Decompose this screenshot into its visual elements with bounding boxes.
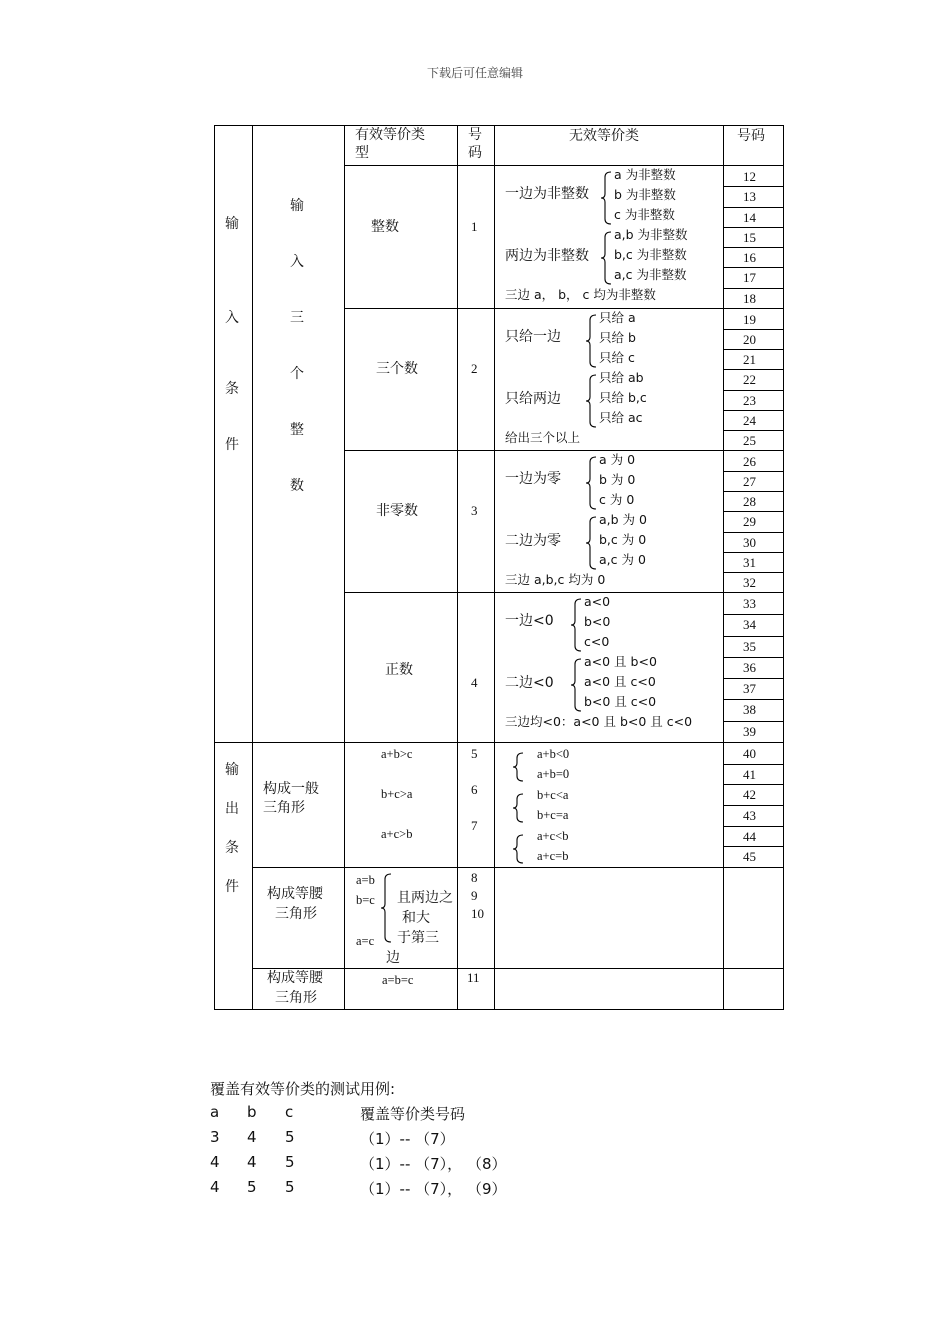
invalid-class-number: 26 bbox=[743, 454, 756, 469]
invalid-class-number: 13 bbox=[743, 189, 756, 204]
input-subject-label: 个 bbox=[290, 366, 304, 382]
number-rule bbox=[723, 186, 784, 187]
output-isosceles-label: 三角形 bbox=[275, 906, 317, 922]
number-rule bbox=[723, 511, 784, 512]
output-condition: b+c>a bbox=[381, 787, 413, 801]
number-rule bbox=[723, 207, 784, 208]
invalid-class-number: 44 bbox=[743, 829, 756, 844]
coverage-cell-b: 4 bbox=[247, 1153, 257, 1171]
invalid-class-number: 27 bbox=[743, 474, 756, 489]
valid-class-number: 3 bbox=[471, 503, 478, 518]
invalid-item: 只给 a bbox=[599, 310, 636, 325]
invalid-item: a,b 为 0 bbox=[599, 512, 647, 527]
invalid-item: 只给 ac bbox=[599, 410, 643, 425]
invalid-group-label: 一边为非整数 bbox=[505, 186, 589, 202]
invalid-class-number: 24 bbox=[743, 413, 756, 428]
invalid-item: c 为非整数 bbox=[614, 207, 675, 222]
table-column-rule bbox=[252, 125, 253, 1010]
number-rule bbox=[723, 614, 784, 615]
invalid-item: a 为非整数 bbox=[614, 167, 676, 182]
invalid-item: a+b<0 bbox=[537, 747, 570, 761]
output-condition: a+c>b bbox=[381, 827, 413, 841]
invalid-class-number: 17 bbox=[743, 270, 756, 285]
header-invalid: 无效等价类 bbox=[569, 128, 639, 144]
section-rule bbox=[252, 867, 784, 868]
invalid-class-number: 30 bbox=[743, 535, 756, 550]
invalid-item: a<0 且 b<0 bbox=[584, 654, 657, 669]
invalid-item-all: 三边 a， b， c 均为非整数 bbox=[505, 287, 656, 302]
table-column-rule bbox=[783, 125, 784, 1010]
output-condition: a=b bbox=[356, 873, 375, 887]
invalid-class-number: 45 bbox=[743, 849, 756, 864]
coverage-cell-c: 5 bbox=[285, 1128, 295, 1146]
table-top-rule bbox=[214, 125, 784, 126]
valid-class-number: 6 bbox=[471, 782, 478, 797]
invalid-item-all: 三边均<0：a<0 且 b<0 且 c<0 bbox=[505, 714, 693, 729]
output-equilateral-label: 三角形 bbox=[275, 990, 317, 1006]
invalid-class-number: 36 bbox=[743, 660, 756, 675]
invalid-item: c<0 bbox=[584, 634, 610, 649]
invalid-item: a+c=b bbox=[537, 849, 569, 863]
header-valid-type: 有效等价类 bbox=[355, 127, 425, 143]
number-rule bbox=[723, 532, 784, 533]
input-subject-label: 三 bbox=[290, 310, 304, 326]
output-isosceles-note: 边 bbox=[386, 950, 400, 966]
number-rule bbox=[723, 636, 784, 637]
coverage-cell-c: 5 bbox=[285, 1153, 295, 1171]
number-rule bbox=[723, 784, 784, 785]
number-rule bbox=[723, 369, 784, 370]
invalid-item: a,c 为 0 bbox=[599, 552, 646, 567]
invalid-item: 只给 b,c bbox=[599, 390, 647, 405]
number-rule bbox=[723, 657, 784, 658]
invalid-class-number: 20 bbox=[743, 332, 756, 347]
invalid-item: b+c=a bbox=[537, 808, 569, 822]
invalid-class-number: 12 bbox=[743, 169, 756, 184]
invalid-item: b,c 为非整数 bbox=[614, 247, 687, 262]
page-header: 下载后可任意编辑 bbox=[426, 66, 523, 80]
coverage-header-b: b bbox=[247, 1103, 257, 1121]
invalid-class-number: 31 bbox=[743, 555, 756, 570]
number-rule bbox=[723, 390, 784, 391]
coverage-cell-classes: （1）-- （7） bbox=[360, 1130, 455, 1148]
table-bottom-rule bbox=[214, 1009, 784, 1010]
valid-class-number: 2 bbox=[471, 361, 478, 376]
group-output-label: 输 bbox=[225, 762, 239, 778]
invalid-item: b 为 0 bbox=[599, 472, 636, 487]
invalid-item: c 为 0 bbox=[599, 492, 635, 507]
brace-icon bbox=[571, 598, 583, 652]
valid-class-number: 8 bbox=[471, 870, 478, 885]
output-isosceles-note: 且两边之 bbox=[397, 890, 453, 906]
output-isosceles-note: 和大 bbox=[402, 910, 430, 926]
input-subject-label: 整 bbox=[290, 422, 304, 438]
valid-class-label: 非零数 bbox=[376, 503, 418, 519]
invalid-class-number: 28 bbox=[743, 494, 756, 509]
invalid-group-label: 只给两边 bbox=[505, 391, 561, 407]
coverage-header-c: c bbox=[285, 1103, 294, 1121]
invalid-item: a<0 bbox=[584, 594, 611, 609]
group-input-label: 件 bbox=[225, 437, 239, 453]
brace-icon bbox=[586, 374, 598, 428]
valid-class-number: 5 bbox=[471, 746, 478, 761]
coverage-header-classes: 覆盖等价类号码 bbox=[360, 1105, 466, 1123]
number-rule bbox=[723, 247, 784, 248]
number-rule bbox=[723, 846, 784, 847]
brace-icon bbox=[601, 231, 613, 285]
number-rule bbox=[723, 267, 784, 268]
valid-class-number: 11 bbox=[467, 970, 480, 985]
brace-icon bbox=[381, 873, 393, 943]
number-rule bbox=[723, 227, 784, 228]
invalid-item: b 为非整数 bbox=[614, 187, 676, 202]
number-rule bbox=[723, 764, 784, 765]
output-equilateral-label: 构成等腰 bbox=[267, 970, 323, 986]
invalid-group-label: 二边为零 bbox=[505, 533, 561, 549]
number-rule bbox=[723, 329, 784, 330]
table-column-rule bbox=[214, 125, 215, 1010]
invalid-class-number: 35 bbox=[743, 639, 756, 654]
number-rule bbox=[723, 471, 784, 472]
number-rule bbox=[723, 678, 784, 679]
invalid-group-label: 二边<0 bbox=[505, 675, 554, 691]
brace-icon bbox=[513, 793, 525, 823]
invalid-item: a+c<b bbox=[537, 829, 569, 843]
valid-class-number: 9 bbox=[471, 888, 478, 903]
input-subject-label: 输 bbox=[290, 198, 304, 214]
number-rule bbox=[723, 349, 784, 350]
invalid-item: a<0 且 c<0 bbox=[584, 674, 656, 689]
input-output-rule bbox=[214, 742, 784, 743]
group-output-label: 出 bbox=[225, 801, 239, 817]
invalid-class-number: 21 bbox=[743, 352, 756, 367]
section-rule bbox=[344, 450, 784, 451]
header-invalid-number: 号码 bbox=[737, 128, 765, 144]
coverage-cell-b: 4 bbox=[247, 1128, 257, 1146]
brace-icon bbox=[586, 456, 598, 510]
input-subject-label: 入 bbox=[290, 254, 304, 270]
invalid-item-all: 三边 a,b,c 均为 0 bbox=[505, 572, 606, 587]
invalid-class-number: 18 bbox=[743, 291, 756, 306]
group-input-label: 输 bbox=[225, 216, 239, 232]
brace-icon bbox=[513, 834, 525, 864]
number-rule bbox=[723, 410, 784, 411]
invalid-class-number: 14 bbox=[743, 210, 756, 225]
group-output-label: 件 bbox=[225, 879, 239, 895]
invalid-class-number: 32 bbox=[743, 575, 756, 590]
invalid-class-number: 38 bbox=[743, 702, 756, 717]
brace-icon bbox=[601, 171, 613, 225]
coverage-cell-classes: （1）-- （7）， （8） bbox=[360, 1155, 507, 1173]
coverage-header-a: a bbox=[210, 1103, 220, 1121]
invalid-class-number: 23 bbox=[743, 393, 756, 408]
invalid-item-all: 给出三个以上 bbox=[505, 430, 581, 445]
header-valid-type: 型 bbox=[355, 145, 369, 161]
invalid-class-number: 19 bbox=[743, 312, 756, 327]
group-input-label: 入 bbox=[225, 310, 239, 326]
brace-icon bbox=[513, 752, 525, 782]
invalid-class-number: 39 bbox=[743, 724, 756, 739]
section-rule bbox=[252, 968, 784, 969]
invalid-item: b,c 为 0 bbox=[599, 532, 647, 547]
invalid-item: a,c 为非整数 bbox=[614, 267, 687, 282]
invalid-item: b<0 bbox=[584, 614, 611, 629]
brace-icon bbox=[571, 658, 583, 712]
invalid-class-number: 42 bbox=[743, 787, 756, 802]
invalid-item: 只给 ab bbox=[599, 370, 644, 385]
table-column-rule bbox=[457, 125, 458, 1010]
coverage-cell-a: 4 bbox=[210, 1178, 220, 1196]
invalid-item: a 为 0 bbox=[599, 452, 636, 467]
number-rule bbox=[723, 288, 784, 289]
output-isosceles-note: 于第三 bbox=[397, 930, 439, 946]
invalid-class-number: 37 bbox=[743, 681, 756, 696]
brace-icon bbox=[586, 314, 598, 368]
number-rule bbox=[723, 552, 784, 553]
invalid-class-number: 34 bbox=[743, 617, 756, 632]
invalid-class-number: 15 bbox=[743, 230, 756, 245]
coverage-cell-classes: （1）-- （7）， （9） bbox=[360, 1180, 507, 1198]
invalid-class-number: 43 bbox=[743, 808, 756, 823]
invalid-item: 只给 c bbox=[599, 350, 635, 365]
invalid-item: 只给 b bbox=[599, 330, 636, 345]
number-rule bbox=[723, 572, 784, 573]
section-rule bbox=[344, 592, 784, 593]
invalid-class-number: 29 bbox=[743, 514, 756, 529]
invalid-class-number: 16 bbox=[743, 250, 756, 265]
invalid-class-number: 40 bbox=[743, 746, 756, 761]
invalid-class-number: 33 bbox=[743, 596, 756, 611]
number-rule bbox=[723, 491, 784, 492]
header-valid-number: 号 bbox=[468, 127, 482, 143]
coverage-title: 覆盖有效等价类的测试用例: bbox=[210, 1080, 396, 1098]
output-general-label: 构成一般 bbox=[263, 781, 319, 797]
output-condition: a=b=c bbox=[382, 973, 414, 987]
output-condition: a=c bbox=[356, 934, 375, 948]
output-condition: a+b>c bbox=[381, 747, 413, 761]
group-input-label: 条 bbox=[225, 381, 239, 397]
invalid-group-label: 两边为非整数 bbox=[505, 248, 589, 264]
invalid-class-number: 25 bbox=[743, 433, 756, 448]
invalid-group-label: 一边<0 bbox=[505, 613, 554, 629]
number-rule bbox=[723, 721, 784, 722]
input-subject-label: 数 bbox=[290, 478, 304, 494]
invalid-class-number: 22 bbox=[743, 372, 756, 387]
header-rule bbox=[344, 165, 784, 166]
valid-class-label: 整数 bbox=[371, 219, 399, 235]
invalid-item: a,b 为非整数 bbox=[614, 227, 688, 242]
invalid-item: b<0 且 c<0 bbox=[584, 694, 657, 709]
coverage-cell-c: 5 bbox=[285, 1178, 295, 1196]
invalid-class-number: 41 bbox=[743, 767, 756, 782]
coverage-cell-a: 4 bbox=[210, 1153, 220, 1171]
group-output-label: 条 bbox=[225, 840, 239, 856]
number-rule bbox=[723, 699, 784, 700]
invalid-item: b+c<a bbox=[537, 788, 569, 802]
table-column-rule bbox=[723, 125, 724, 1010]
valid-class-number: 4 bbox=[471, 675, 478, 690]
header-valid-number: 码 bbox=[468, 145, 482, 161]
coverage-cell-b: 5 bbox=[247, 1178, 257, 1196]
valid-class-number: 10 bbox=[471, 906, 484, 921]
table-column-rule bbox=[494, 125, 495, 1010]
table-column-rule bbox=[344, 125, 345, 1010]
section-rule bbox=[344, 308, 784, 309]
brace-icon bbox=[586, 516, 598, 570]
invalid-group-label: 一边为零 bbox=[505, 471, 561, 487]
number-rule bbox=[723, 805, 784, 806]
output-isosceles-label: 构成等腰 bbox=[267, 886, 323, 902]
invalid-group-label: 只给一边 bbox=[505, 329, 561, 345]
coverage-cell-a: 3 bbox=[210, 1128, 220, 1146]
number-rule bbox=[723, 430, 784, 431]
valid-class-label: 正数 bbox=[385, 662, 413, 678]
valid-class-number: 7 bbox=[471, 818, 478, 833]
invalid-item: a+b=0 bbox=[537, 767, 570, 781]
valid-class-number: 1 bbox=[471, 219, 478, 234]
output-general-label: 三角形 bbox=[263, 800, 305, 816]
number-rule bbox=[723, 826, 784, 827]
output-condition: b=c bbox=[356, 893, 375, 907]
valid-class-label: 三个数 bbox=[376, 361, 418, 377]
